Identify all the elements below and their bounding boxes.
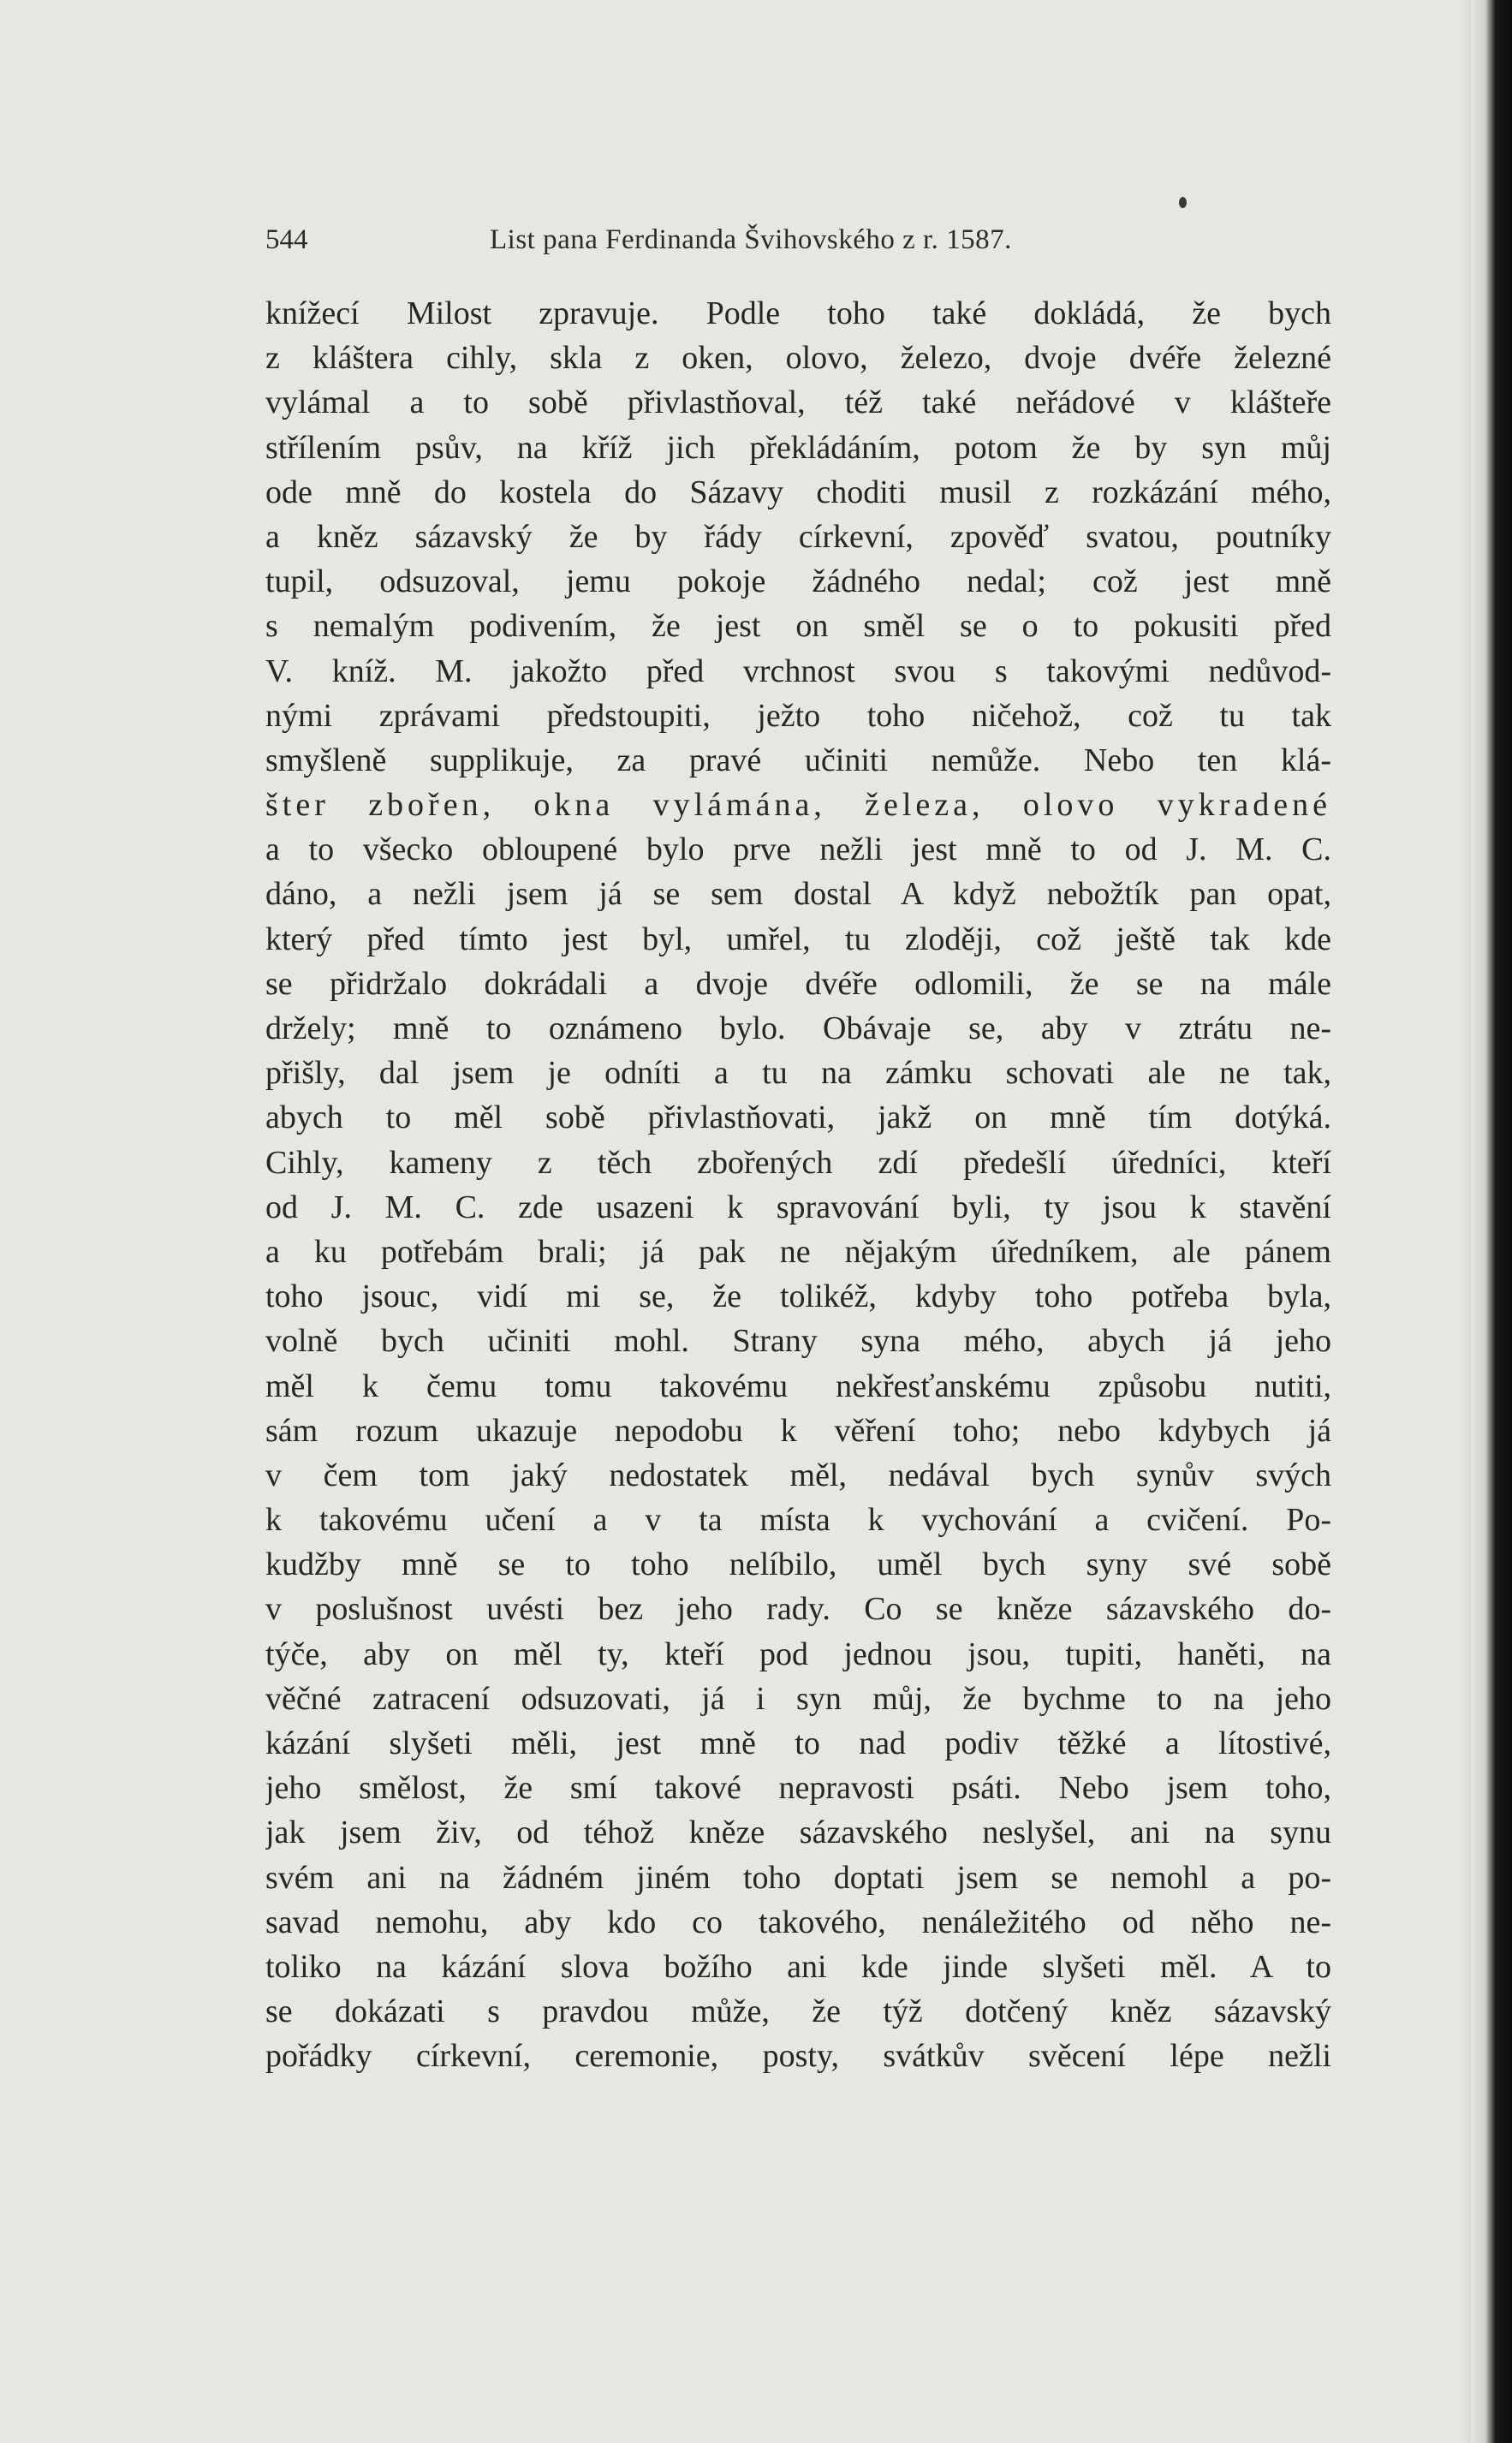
text-line: dáno, a nežli jsem já se sem dostal A když nebožtík pan opat, (265, 876, 1331, 913)
text-line: svém ani na žádném jiném toho doptati jsem se nemohl a po- (265, 1859, 1331, 1896)
text-line: smyšleně supplikuje, za pravé učiniti nemůže. Nebo ten klá- (265, 742, 1331, 778)
text-line: abych to měl sobě přivlastňovati, jakž on mně tím dotýká. (265, 1099, 1331, 1136)
text-line: a ku potřebám brali; já pak ne nějakým úředníkem, ale pánem (265, 1233, 1331, 1270)
text-line: ode mně do kostela do Sázavy choditi musil z rozkázání mého, (265, 474, 1331, 510)
text-line: přišly, dal jsem je odníti a tu na zámku schovati ale ne tak, (265, 1055, 1331, 1092)
text-line: a to všecko obloupené bylo prve nežli jest mně to od J. M. C. (265, 831, 1331, 868)
text-line: v poslušnost uvésti bez jeho rady. Co se kněze sázavského do- (265, 1591, 1331, 1628)
text-line: od J. M. C. zde usazeni k spravování byli, ty jsou k stavění (265, 1189, 1331, 1225)
text-line: sám rozum ukazuje nepodobu k věření toho; nebo kdybych já (265, 1412, 1331, 1449)
text-line: vylámal a to sobě přivlastňoval, též také neřádové v klášteře (265, 384, 1331, 421)
ink-speck (1179, 197, 1187, 208)
text-line: kudžby mně se to toho nelíbilo, uměl bych syny své sobě (265, 1546, 1331, 1583)
text-line: toho jsouc, vidí mi se, že tolikéž, kdyby toho potřeba byla, (265, 1278, 1331, 1315)
text-line: k takovému učení a v ta místa k vychování a cvičení. Po- (265, 1502, 1331, 1539)
text-line: jeho smělost, že smí takové nepravosti psáti. Nebo jsem toho, (265, 1770, 1331, 1807)
text-line: toliko na kázání slova božího ani kde jinde slyšeti měl. A to (265, 1948, 1331, 1985)
text-line: V. kníž. M. jakožto před vrchnost svou s takovými nedůvod- (265, 652, 1331, 689)
scan-edge (1471, 0, 1512, 2443)
text-line: věčné zatracení odsuzovati, já i syn můj, že bychme to na jeho (265, 1680, 1331, 1717)
text-line: který před tímto jest byl, umřel, tu zloději, což ještě tak kde (265, 921, 1331, 957)
running-title: List pana Ferdinanda Švihovského z r. 1587. (490, 224, 1012, 255)
text-line: savad nemohu, aby kdo co takového, nenáležitého od něho ne- (265, 1904, 1331, 1940)
text-line: držely; mně to oznámeno bylo. Obávaje se, aby v ztrátu ne- (265, 1010, 1331, 1046)
text-line: šter zbořen, okna vylámána, železa, olovo vykradené (265, 787, 1331, 824)
text-line: knížecí Milost zpravuje. Podle toho také dokládá, že bych (265, 295, 1331, 331)
text-line: měl k čemu tomu takovému nekřesťanskému způsobu nutiti, (265, 1367, 1331, 1404)
text-line: nými zprávami předstoupiti, ježto toho ničehož, což tu tak (265, 697, 1331, 734)
text-line: pořádky církevní, ceremonie, posty, svátkův svěcení lépe nežli (265, 2038, 1331, 2075)
body-text (265, 291, 1331, 2079)
text-line: se přidržalo dokrádali a dvoje dvéře odlomili, že se na mále (265, 965, 1331, 1002)
text-line: z kláštera cihly, skla z oken, olovo, železo, dvoje dvéře železné (265, 340, 1331, 377)
text-line: volně bych učiniti mohl. Strany syna mého, abych já jeho (265, 1323, 1331, 1360)
text-line: v čem tom jaký nedostatek měl, nedával bych synův svých (265, 1457, 1331, 1493)
text-line: jak jsem živ, od téhož kněze sázavského neslyšel, ani na synu (265, 1814, 1331, 1851)
text-line: kázání slyšeti měli, jest mně to nad podiv těžké a lítostivé, (265, 1725, 1331, 1761)
page-number: 544 (265, 224, 308, 255)
text-line: Cihly, kameny z těch zbořených zdí předešlí úředníci, kteří (265, 1144, 1331, 1181)
text-line: se dokázati s pravdou může, že týž dotčený kněz sázavský (265, 1993, 1331, 2030)
text-line: týče, aby on měl ty, kteří pod jednou jsou, tupiti, haněti, na (265, 1636, 1331, 1672)
text-line: s nemalým podivením, že jest on směl se o to pokusiti před (265, 608, 1331, 645)
page-header (265, 224, 1331, 262)
text-line: střílením psův, na kříž jich překládáním, potom že by syn můj (265, 429, 1331, 466)
page-gutter-shadow (1462, 0, 1471, 2443)
text-line: a kněz sázavský že by řády církevní, zpověď svatou, poutníky (265, 518, 1331, 555)
text-line: tupil, odsuzoval, jemu pokoje žádného nedal; což jest mně (265, 563, 1331, 600)
